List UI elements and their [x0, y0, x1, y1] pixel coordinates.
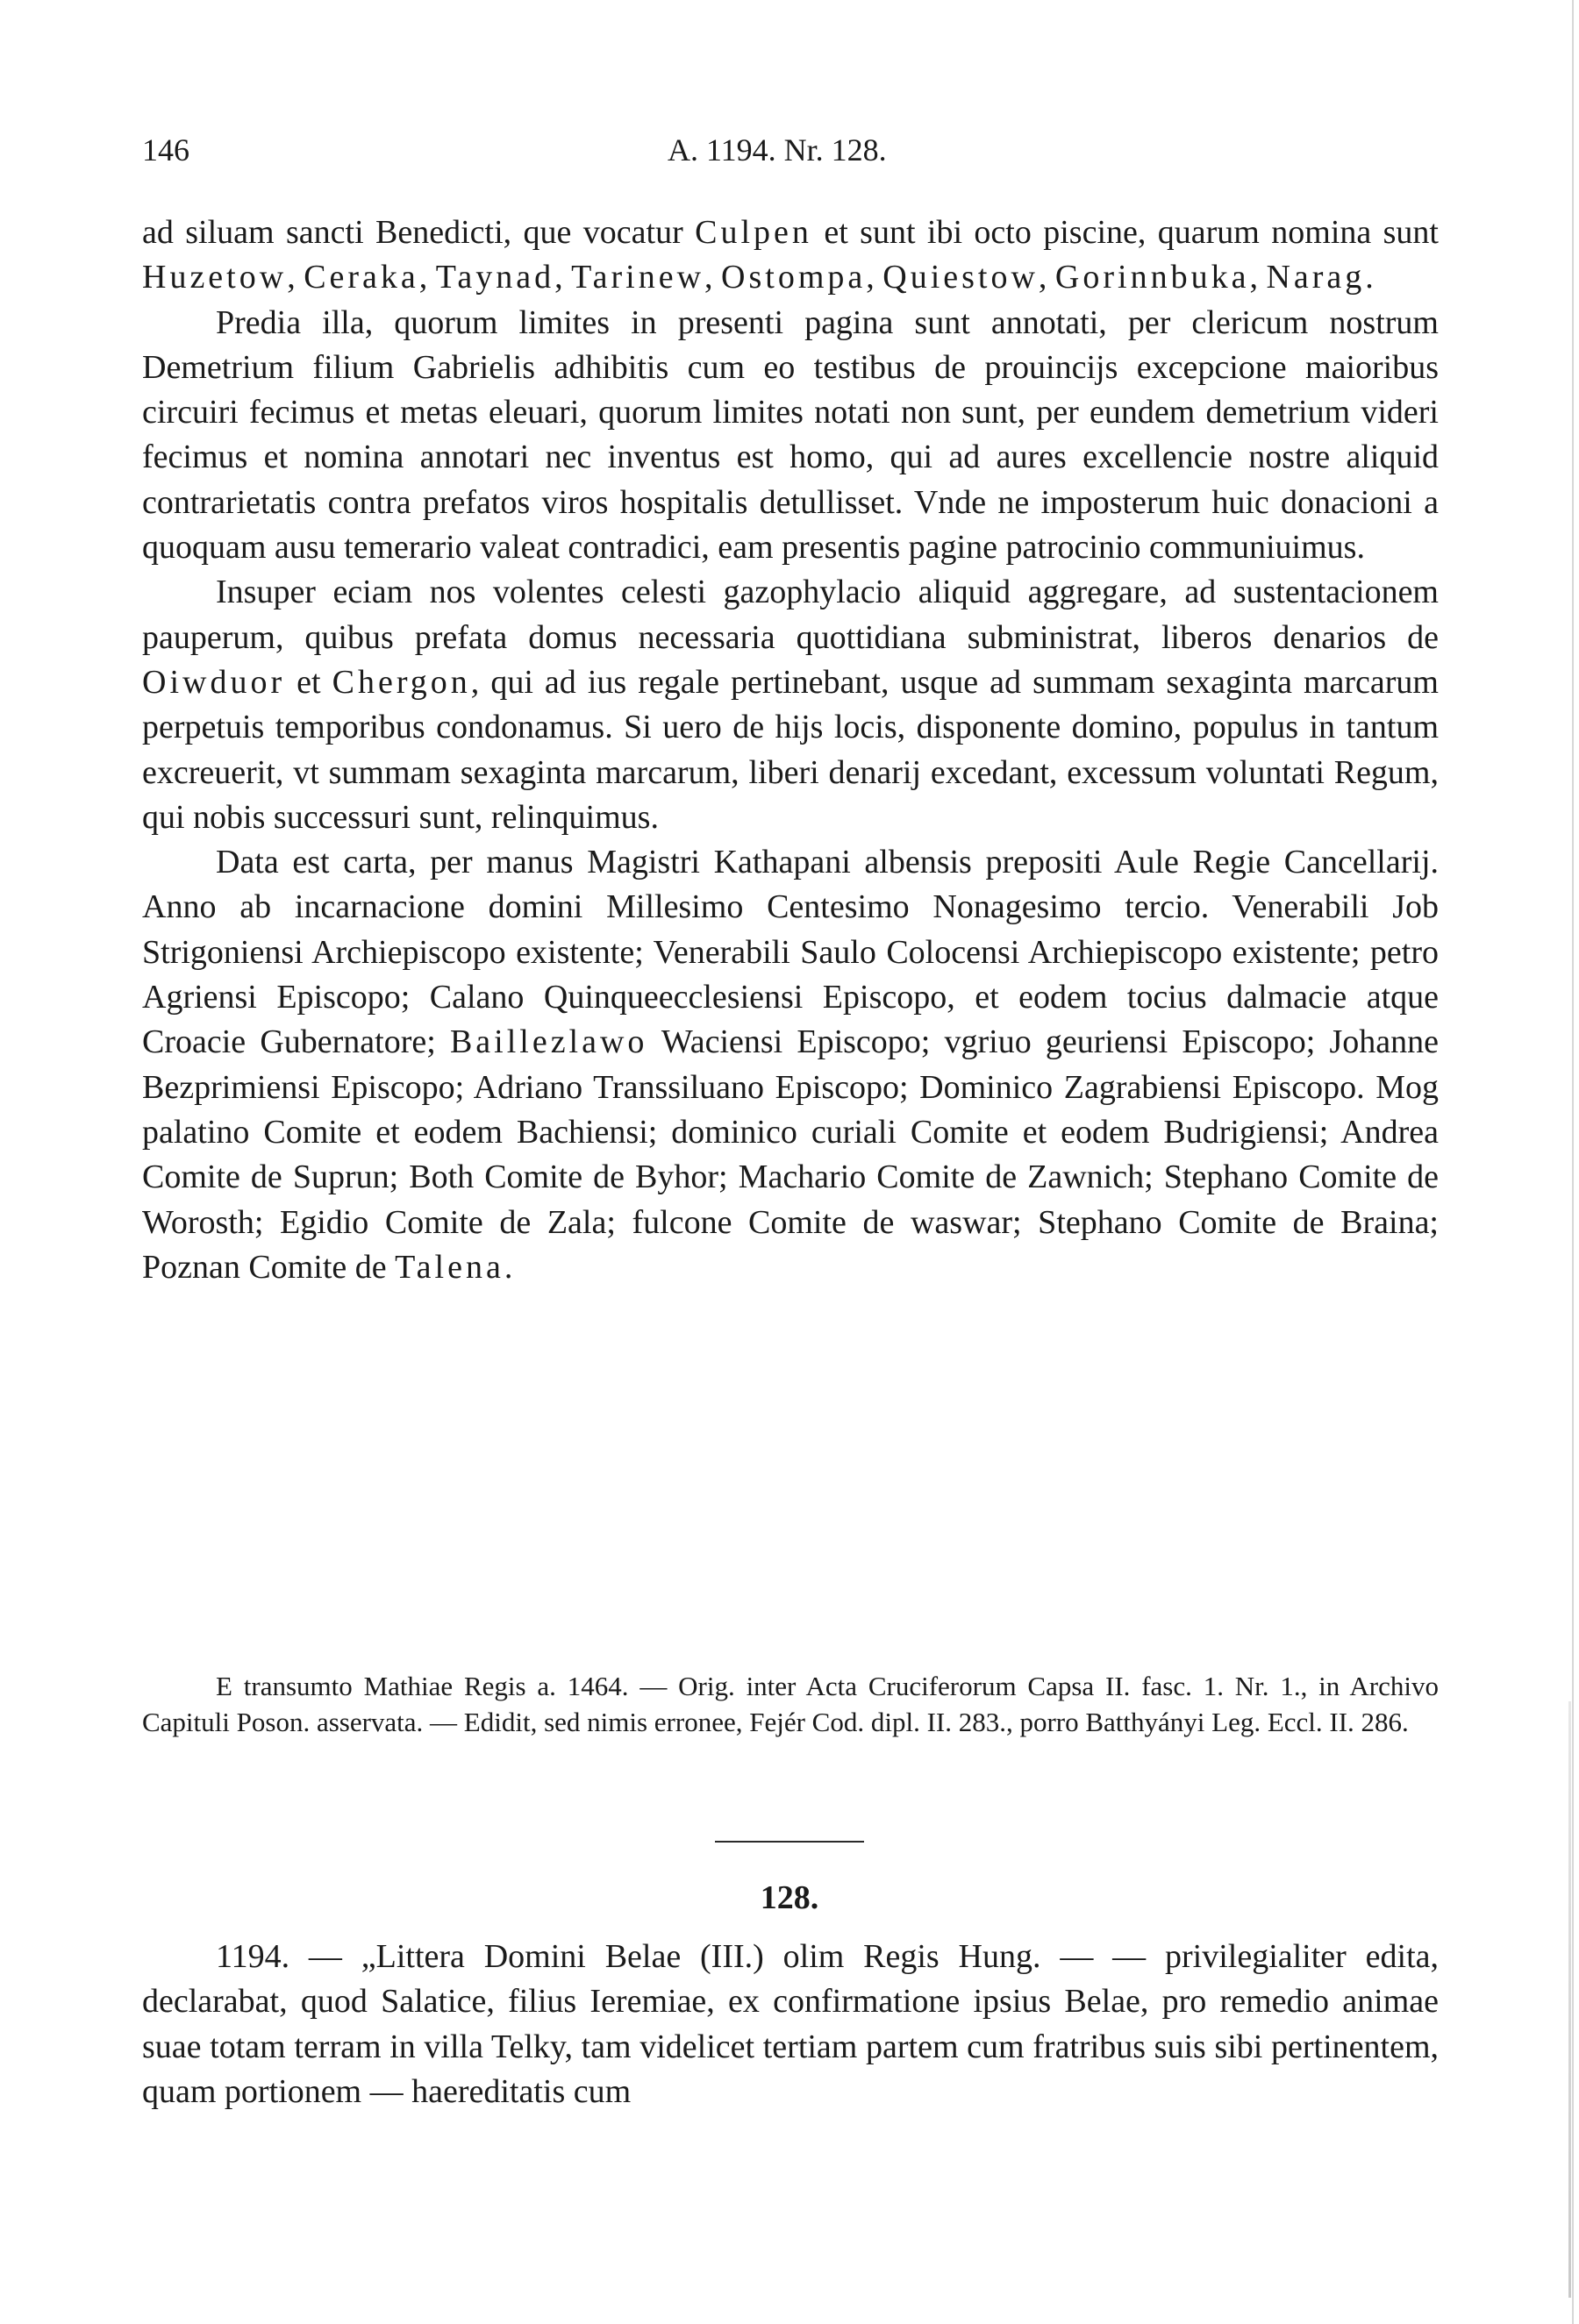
running-head: A. 1194. Nr. 128. [668, 132, 887, 168]
paragraph-1: ad siluam sancti Benedicti, que vocatur Culpen et sunt ibi octo piscine, quarum nomina sunt Huzetow, Ceraka, Taynad, Tarinew, Ostompa, Quiestow, Gorinnbuka, Narag. [142, 214, 1439, 296]
place-name: Taynad [435, 259, 555, 296]
place-name: Oiwduor [142, 663, 286, 701]
source-note-text: E transumto Mathiae Regis a. 1464. — Orig. inter Acta Cruciferorum Capsa II. fasc. 1. Nr. 1., in Archivo Capituli Poson. asservata. — Edidit, sed nimis erronee, Fejér Cod. dipl. II. 283., porro Batthyányi Leg. Eccl. II. 286. [142, 1671, 1439, 1737]
paragraph-2: Predia illa, quorum limites in presenti pagina sunt annotati, per clericum nostrum Demetrium filium Gabrielis adhibitis cum eo testibus de prouincijs excepcione maioribus circuiri fecimus et metas eleuari, quorum limites notati non sunt, per eundem demetrium videri fecimus et nomina annotari nec inventus est homo, qui ad aures excellencie nostre aliquid contrarietatis contra prefatos viros hospitalis detullisset. Vnde ne imposterum huic donacioni a quoquam ausu temerario valeat contradici, eam presentis pagine patrocinio communiuimus. [142, 303, 1439, 567]
section-divider [715, 1841, 864, 1843]
source-note [142, 1668, 1439, 1740]
paragraph-4: Data est carta, per manus Magistri Kathapani albensis prepositi Aule Regie Cancellarij. Anno ab incarnacione domini Millesimo Centesimo Nonagesimo tercio. Venerabili Job Strigoniensi Archiepiscopo existente; Venerabili Saulo Colocensi Archiepiscopo existente; petro Agriensi Episcopo; Calano Quinqueecclesiensi Episcopo, et eodem tocius dalmacie atque Croacie Gubernatore; Baillezlawo Waciensi Episcopo; vgriuo geuriensi Episcopo; Johanne Bezprimiensi Episcopo; Adriano Transsiluano Episcopo; Dominico Zagrabiensi Episcopo. Mog palatino Comite et eodem Bachiensi; dominico curiali Comite et eodem Budrigiensi; Andrea Comite de Suprun; Both Comite de Byhor; Machario Comite de Zawnich; Stephano Comite de Worosth; Egidio Comite de Zala; fulcone Comite de waswar; Stephano Comite de Braina; Poznan Comite de Talena. [142, 844, 1439, 1286]
document-number: 128. [760, 1879, 819, 1916]
place-name: Ceraka [304, 259, 419, 296]
page-header [142, 132, 1439, 175]
page-edge [1572, 0, 1574, 2324]
place-name: Tarinew [571, 259, 705, 296]
page-edge-shadow [1568, 1701, 1571, 2298]
place-name: Culpen [695, 214, 812, 251]
place-name: Narag [1266, 259, 1366, 296]
place-name: Huzetow [142, 259, 288, 296]
charter-text [142, 210, 1439, 1290]
place-name: Ostompa [721, 259, 867, 296]
place-name: Chergon [332, 663, 471, 701]
person-name: Baillezlawo [449, 1023, 648, 1061]
document-summary [142, 1935, 1439, 2114]
place-name: Gorinnbuka [1054, 259, 1250, 296]
place-name: Quiestow [882, 259, 1039, 296]
paragraph-3: Insuper eciam nos volentes celesti gazophylacio aliquid aggregare, ad sustentacionem pauperum, quibus prefata domus necessaria quottidiana subministrat, liberos denarios de Oiwduor et Chergon, qui ad ius regale pertinebant, usque ad summam sexaginta marcarum perpetuis temporibus condonamus. Si uero de hijs locis, disponente domino, populus in tantum excreuerit, vt summam sexaginta marcarum, liberi denarij excedant, excessum voluntati Regum, qui nobis successuri sunt, relinquimus. [142, 574, 1439, 836]
place-name: Talena [395, 1248, 504, 1286]
summary-text: 1194. — „Littera Domini Belae (III.) olim Regis Hung. — — privilegialiter edita, declarabat, quod Salatice, filius Ieremiae, ex confirmatione ipsius Belae, pro remedio animae suae totam terram in villa Telky, tam videlicet tertiam partem cum fratribus suis sibi pertinentem, quam portionem — haereditatis cum [142, 1938, 1439, 2110]
page-number: 146 [142, 132, 189, 168]
